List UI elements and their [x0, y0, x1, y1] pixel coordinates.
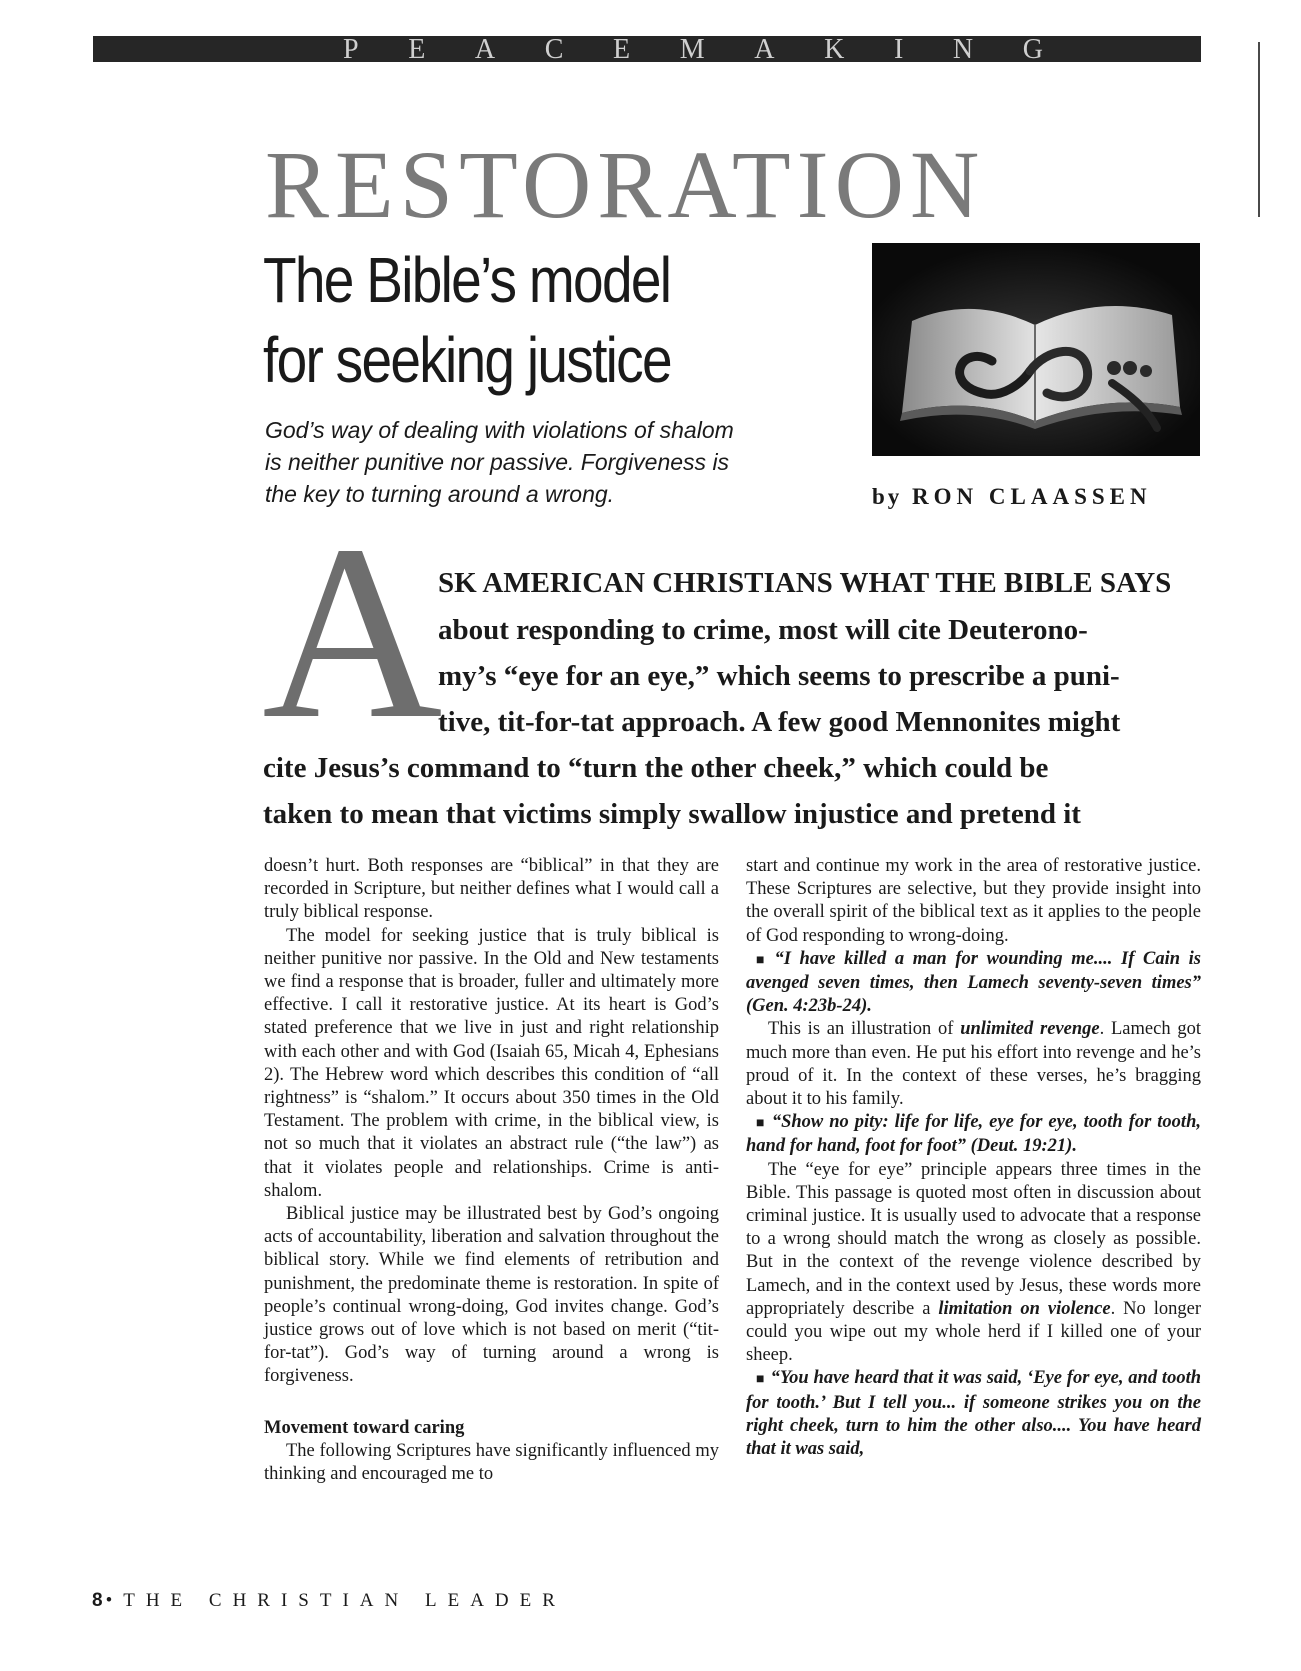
emphasis-text: unlimited revenge	[960, 1019, 1100, 1040]
bullet-square-icon: ■	[756, 1372, 765, 1388]
byline	[872, 484, 1202, 510]
body-column-left	[264, 855, 719, 1486]
drop-cap: A	[262, 494, 443, 771]
lead-line: cite Jesus’s command to “turn the other cheek,” which could be	[263, 752, 1049, 784]
headline	[263, 240, 745, 400]
bible-with-handcuffs-photo	[872, 243, 1200, 456]
section-banner-letters	[343, 36, 1043, 62]
body-paragraph: start and continue my work in the area of restorative justice. These Scriptures are selective, but they provide insight into the overall spirit of the biblical text as it applies to the people of God responding to wrong-doing.	[746, 856, 1201, 946]
headline-line: The Bible’s model	[263, 244, 671, 316]
emphasis-text: limitation on violence	[938, 1298, 1111, 1319]
body-paragraph	[746, 1159, 1201, 1368]
banner-letter: P	[343, 36, 359, 62]
banner-letter: G	[1022, 36, 1043, 62]
subhead: Movement toward caring	[264, 1417, 465, 1438]
page-number: 8	[92, 1590, 106, 1611]
body-column-right	[746, 855, 1201, 1461]
lead-line: about responding to crime, most will cite Deuterono-	[438, 614, 1088, 646]
headline-line: for seeking justice	[263, 324, 671, 396]
body-paragraph: The following Scriptures have significantly influenced my thinking and encouraged me to	[264, 1440, 719, 1484]
byline-author: RON CLAASSEN	[912, 484, 1152, 509]
deck-line: is neither punitive nor passive. Forgiveness is	[265, 449, 730, 475]
folio-separator: •	[105, 1590, 124, 1611]
body-paragraph: doesn’t hurt. Both responses are “biblical” in that they are recorded in Scripture, but neither defines what I would call a truly biblical response.	[264, 856, 719, 923]
banner-letter: C	[544, 36, 564, 62]
deck-line: the key to turning around a wrong.	[265, 481, 615, 507]
body-text: This is an illustration of	[768, 1019, 961, 1040]
banner-letter: E	[408, 36, 426, 62]
section-banner	[93, 36, 1201, 62]
bible-with-handcuffs-icon	[872, 243, 1200, 456]
body-paragraph: The model for seeking justice that is truly biblical is neither punitive nor passive. In the Old and New testaments we find a response that is broader, fuller and ultimately more effective. I call it restorative justice. At its heart is God’s stated preference that we live in just and right relationship with each other and with God (Isaiah 65, Micah 4, Ephesians 2). The Hebrew word which describes this condition of “all rightness” is “shalom.” It occurs about 350 times in the Old Testament. The problem with crime, in the biblical view, is not so much that it violates an abstract rule (“the law”) as that it violates people and relationships. Crime is anti-shalom.	[264, 925, 719, 1201]
kicker-title: RESTORATION	[265, 131, 986, 238]
banner-letter: N	[952, 36, 974, 62]
lead-line: my’s “eye for an eye,” which seems to prescribe a puni-	[438, 660, 1120, 692]
body-text: . No longer could you wipe out my whole herd if I killed one of your sheep.	[746, 1298, 1201, 1366]
byline-by: by	[872, 484, 903, 509]
scripture-quote-text: “Show no pity: life for life, eye for eye, tooth for tooth, hand for hand, foot for foot” (Deut. 19:21).	[746, 1112, 1201, 1157]
body-paragraph: Biblical justice may be illustrated best by God’s ongoing acts of accountability, liberation and salvation throughout the biblical story. While we find elements of retribution and punishment, the predominate theme is restoration. In spite of people’s continual wrong-doing, God invites change. God’s justice grows out of love which is not based on merit (“tit-for-tat”). God’s way of turning around a wrong is forgiveness.	[264, 1204, 719, 1387]
publication-name: THE CHRISTIAN LEADER	[123, 1590, 566, 1611]
bullet-square-icon: ■	[756, 1116, 766, 1132]
margin-rule	[1258, 42, 1260, 217]
banner-letter: E	[613, 36, 631, 62]
scripture-quote	[746, 1367, 1201, 1461]
banner-letter: I	[893, 36, 904, 62]
deck-line: God’s way of dealing with violations of shalom	[265, 417, 734, 443]
banner-letter: M	[679, 36, 705, 62]
scripture-quote-text: “You have heard that it was said, ‘Eye for eye, and tooth for tooth.’ But I tell you... if someone strikes you on the right cheek, turn to him the other also.... You have heard that it was said,	[746, 1368, 1201, 1460]
scripture-quote	[746, 948, 1201, 1019]
banner-letter: K	[824, 36, 845, 62]
lead-line: tive, tit-for-tat approach. A few good Mennonites might	[438, 706, 1121, 738]
scripture-quote-text: “I have killed a man for wounding me.... If Cain is avenged seven times, then Lamech seventy-seven times” (Gen. 4:23b-24).	[746, 948, 1201, 1017]
page-folio	[92, 1590, 566, 1612]
banner-letter: A	[754, 36, 775, 62]
banner-letter: A	[474, 36, 496, 62]
scripture-quote	[746, 1111, 1201, 1158]
body-text: The “eye for eye” principle appears three times in the Bible. This passage is quoted most often in discussion about criminal justice. It is usually used to advocate that a response to a wrong should match the wrong as closely as possible. But in the context of the revenge violence described by Lamech, and in the context used by Jesus, these words more appropriately describe a	[746, 1159, 1201, 1319]
lead-line: taken to mean that victims simply swallow injustice and pretend it	[263, 798, 1081, 830]
lead-line: SK AMERICAN CHRISTIANS WHAT THE BIBLE SAYS	[438, 567, 1172, 599]
body-text: . Lamech got much more than even. He put his effort into revenge and he’s proud of it. In the context of these verses, he’s bragging about it to his family.	[746, 1019, 1202, 1110]
bullet-square-icon: ■	[756, 952, 769, 968]
body-paragraph	[746, 1018, 1201, 1111]
